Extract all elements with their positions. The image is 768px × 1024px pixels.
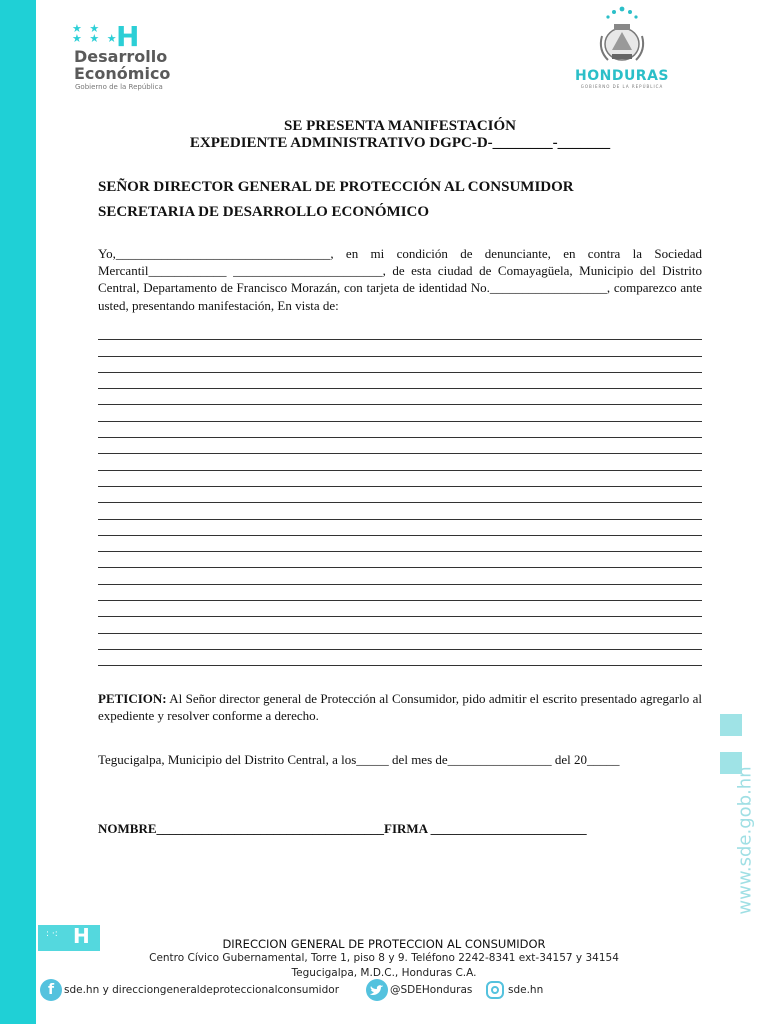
blank-line[interactable] xyxy=(98,585,702,601)
statement-paragraph: Yo,_________________________________, en mi condición de denunciante, en contra la Sociedad Mercantil____________ _______________________, de esta ciudad de Comayagüela, Municipio del Distrito Central, Departamento de Francisco Morazán, con tarjeta de identidad No.__________________, comparezco ante usted, presentando manifestación, En vista de: xyxy=(98,246,702,313)
honduras-logo xyxy=(562,6,682,96)
peticion-paragraph xyxy=(98,690,702,724)
side-website xyxy=(712,720,756,920)
blank-line[interactable] xyxy=(98,373,702,389)
logo-subtitle: Gobierno de la República xyxy=(75,83,163,91)
facebook-text: sde.hn y direcciongeneraldeproteccionalconsumidor xyxy=(64,984,340,996)
blank-line[interactable] xyxy=(98,471,702,487)
desarrollo-economico-logo xyxy=(72,22,202,92)
blank-line[interactable] xyxy=(98,324,702,340)
blank-writing-lines[interactable] xyxy=(98,324,702,666)
blank-line[interactable] xyxy=(98,357,702,373)
decor-square xyxy=(720,714,742,736)
coat-of-arms-icon xyxy=(594,6,650,70)
footer-twitter[interactable] xyxy=(366,978,472,1002)
blank-line[interactable] xyxy=(98,552,702,568)
left-accent-bar xyxy=(0,0,36,1024)
blank-line[interactable] xyxy=(98,389,702,405)
blank-line[interactable] xyxy=(98,487,702,503)
name-signature-line: NOMBRE___________________________________FIRMA ________________________ xyxy=(98,821,587,836)
twitter-icon xyxy=(366,979,388,1001)
footer-logo-letter: H xyxy=(73,924,90,948)
blank-line[interactable] xyxy=(98,650,702,666)
blank-line[interactable] xyxy=(98,601,702,617)
addressee-secretaria: SECRETARIA DE DESARROLLO ECONÓMICO xyxy=(98,204,430,220)
blank-line[interactable] xyxy=(98,634,702,650)
logo-name-line2: Económico xyxy=(74,64,171,83)
facebook-icon: f xyxy=(40,979,62,1001)
blank-line[interactable] xyxy=(98,454,702,470)
blank-line[interactable] xyxy=(98,340,702,356)
website-watermark: www.sde.gob.hn xyxy=(734,766,756,915)
peticion-text: Al Señor director general de Protección al Consumidor, pido admitir el escrito presentado agregarlo al expediente y resolver conforme a derecho. xyxy=(98,691,702,724)
blank-line[interactable] xyxy=(98,503,702,519)
instagram-text: sde.hn xyxy=(508,984,544,996)
footer-stars-icon: : ·: xyxy=(46,929,58,939)
blank-line[interactable] xyxy=(98,568,702,584)
blank-line[interactable] xyxy=(98,617,702,633)
honduras-name: HONDURAS xyxy=(574,68,670,84)
footer-department: DIRECCION GENERAL DE PROTECCION AL CONSUMIDOR xyxy=(222,937,546,951)
twitter-text: @SDEHonduras xyxy=(390,984,473,996)
place-date-line: Tegucigalpa, Municipio del Distrito Central, a los_____ del mes de________________ del 20_____ xyxy=(98,752,620,767)
peticion-label: PETICION: xyxy=(98,691,167,706)
honduras-subtitle: GOBIERNO DE LA REPÚBLICA xyxy=(580,84,664,89)
five-stars-icon: ★ ★ ★ ★ ★ xyxy=(72,22,119,45)
footer-facebook[interactable] xyxy=(40,978,339,1002)
logo-name-line1: Desarrollo xyxy=(74,47,168,66)
document-title: SE PRESENTA MANIFESTACIÓN xyxy=(284,118,516,134)
footer-city: Tegucigalpa, M.D.C., Honduras C.A. xyxy=(291,967,477,979)
footer-address: Centro Cívico Gubernamental, Torre 1, piso 8 y 9. Teléfono 2242-8341 ext-34157 y 34154 xyxy=(149,952,619,964)
instagram-icon xyxy=(486,981,504,999)
blank-line[interactable] xyxy=(98,422,702,438)
addressee-director: SEÑOR DIRECTOR GENERAL DE PROTECCIÓN AL CONSUMIDOR xyxy=(98,179,574,195)
blank-line[interactable] xyxy=(98,536,702,552)
blank-line[interactable] xyxy=(98,520,702,536)
logo-letter: H xyxy=(116,20,140,53)
expediente-line: EXPEDIENTE ADMINISTRATIVO DGPC-D-________-_______ xyxy=(189,135,611,151)
blank-line[interactable] xyxy=(98,405,702,421)
footer-instagram[interactable] xyxy=(486,978,543,1002)
blank-line[interactable] xyxy=(98,438,702,454)
